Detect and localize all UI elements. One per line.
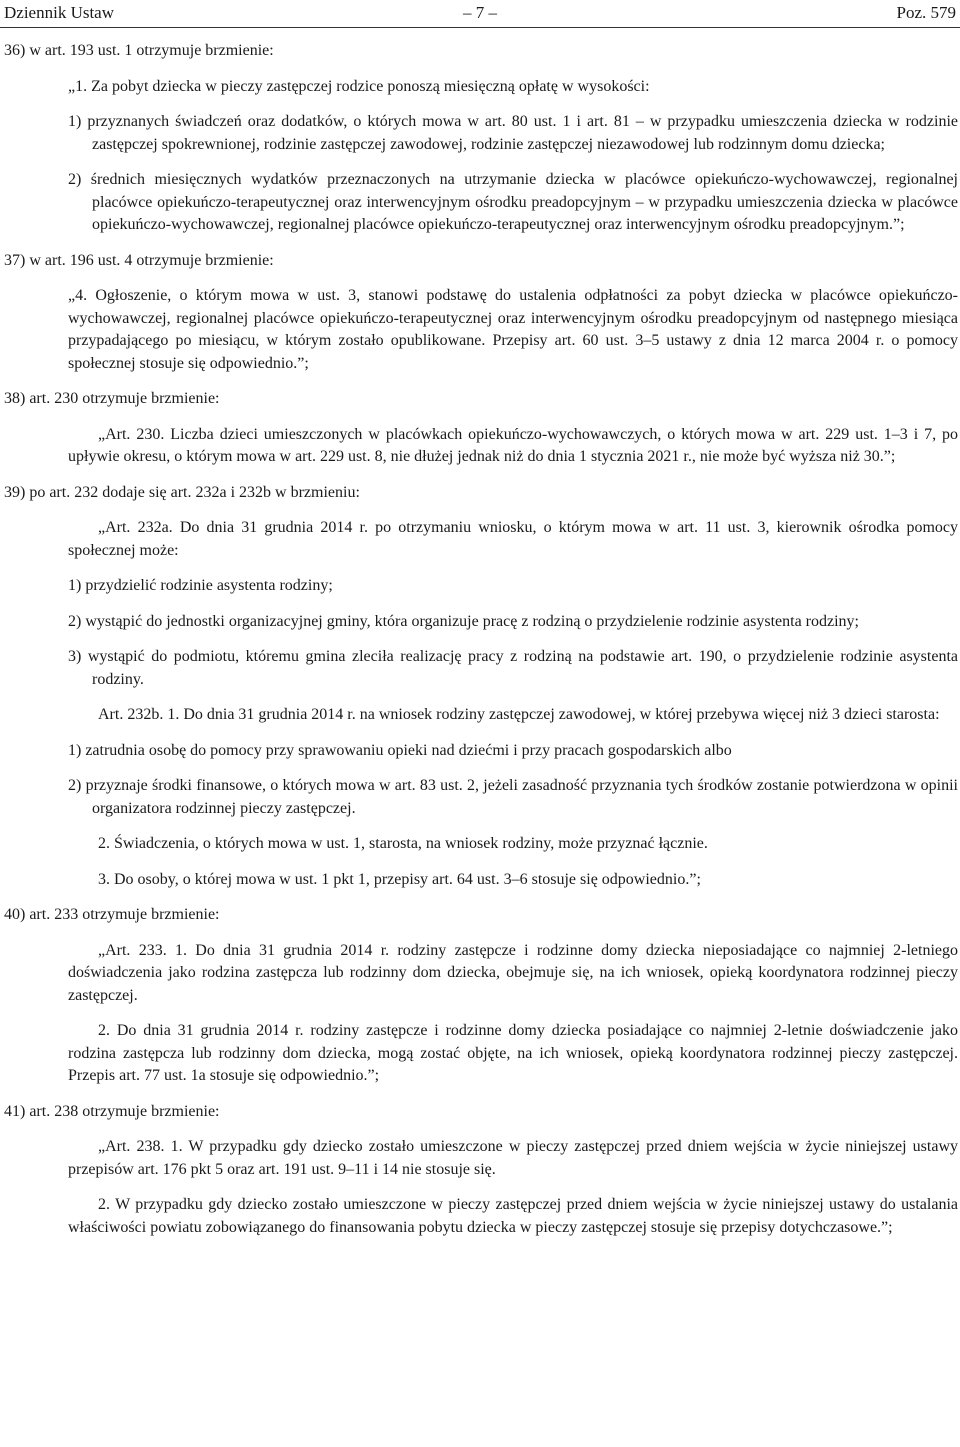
amendment-heading: 37) w art. 196 ust. 4 otrzymuje brzmienie: [4, 251, 274, 269]
article-paragraph: 2. W przypadku gdy dziecko zostało umieszczone w pieczy zastępczej przed dniem wejścia w życie niniejszej ustawy do ustalania właściwości powiatu zobowiązanego do finansowania pobytu dziecka w pieczy zastępczej stosuje się przepisy dotychczasowe.”; [68, 1196, 958, 1236]
list-item: 2) przyznaje środki finansowe, o których mowa w art. 83 ust. 2, jeżeli zasadność przyznania tych środków zostanie potwierdzona w opinii organizatora rodzinnej pieczy zastępczej. [68, 777, 958, 817]
list-item: 1) przyznanych świadczeń oraz dodatków, o których mowa w art. 80 ust. 1 i art. 81 – w przypadku umieszczenia dziecka w rodzinie zastępczej spokrewnionej, rodzinie zastępczej zawodowej, rodzinie zastępczej niezawodowej lub rodzinnym domu dziecka; [68, 113, 958, 153]
quoted-paragraph: „Art. 232a. Do dnia 31 grudnia 2014 r. po otrzymaniu wniosku, o którym mowa w art. 11 ust. 3, kierownik ośrodka pomocy społecznej może: [68, 519, 958, 559]
amendment-heading: 41) art. 238 otrzymuje brzmienie: [4, 1102, 220, 1120]
amendment-heading: 36) w art. 193 ust. 1 otrzymuje brzmienie: [4, 42, 274, 59]
list-item: 1) przydzielić rodzinie asystenta rodziny; [68, 577, 333, 594]
quoted-paragraph: „Art. 230. Liczba dzieci umieszczonych w placówkach opiekuńczo-wychowawczych, o których mowa w art. 229 ust. 1–3 i 7, po upływie okresu, o którym mowa w art. 229 ust. 8, nie dłużej jednak niż do dnia 1 stycznia 2021 r., nie może być wyższa niż 30.”; [68, 425, 958, 465]
amendment-heading: 39) po art. 232 dodaje się art. 232a i 232b w brzmieniu: [4, 483, 360, 501]
document-body [0, 40, 960, 1252]
list-item: 2) wystąpić do jednostki organizacyjnej gminy, która organizuje pracę z rodziną o przydzielenie rodzinie asystenta rodziny; [68, 612, 859, 630]
article-paragraph: 2. Do dnia 31 grudnia 2014 r. rodziny zastępcze i rodzinne domy dziecka posiadające co najmniej 2-letnie doświadczenie jako rodzina zastępcza lub rodzinny dom dziecka, mogą zostać objęte, na ich wniosek, opieką koordynatora rodzinnej pieczy zastępczej. Przepis art. 77 ust. 1a stosuje się odpowiednio.”; [68, 1022, 958, 1084]
quoted-paragraph: „4. Ogłoszenie, o którym mowa w ust. 3, stanowi podstawę do ustalenia odpłatności za pobyt dziecka w placówce opiekuńczo-wychowawczej, regionalnej placówce opiekuńczo-terapeutycznej oraz interwencyjnym ośrodku preadopcyjnym od następnego miesiąca przypadającego po miesiącu, w którym zostało opublikowane. Przepisy art. 60 ust. 3–5 ustawy z dnia 12 marca 2004 r. o pomocy społecznej stosuje się odpowiednio.”; [68, 287, 958, 372]
position-number: Poz. 579 [896, 3, 956, 22]
list-item: 3) wystąpić do podmiotu, któremu gmina zleciła realizację pracy z rodziną na podstawie art. 190, o przydzielenie rodzinie asystenta rodziny. [68, 648, 958, 688]
page-number: – 7 – [463, 3, 497, 22]
quoted-paragraph: „1. Za pobyt dziecka w pieczy zastępczej rodzice ponoszą miesięczną opłatę w wysokości: [68, 77, 650, 95]
header-rule [0, 27, 960, 28]
list-item: 1) zatrudnia osobę do pomocy przy sprawowaniu opieki nad dziećmi i przy pracach gospodarskich albo [68, 741, 732, 759]
list-item: 2) średnich miesięcznych wydatków przeznaczonych na utrzymanie dziecka w placówce opiekuńczo-wychowawczej, regionalnej placówce opiekuńczo-terapeutycznej oraz interwencyjnym ośrodku preadopcyjnym – w przypadku umieszczenia dziecka w placówce opiekuńczo-wychowawczej, regionalnej placówce opiekuńczo-terapeutycznej oraz interwencyjnym ośrodku preadopcyjnym.”; [68, 171, 958, 233]
journal-title: Dziennik Ustaw [4, 3, 115, 22]
page-header [0, 0, 960, 28]
quoted-paragraph: „Art. 238. 1. W przypadku gdy dziecko zostało umieszczone w pieczy zastępczej przed dniem wejścia w życie niniejszej ustawy przepisów art. 176 pkt 5 oraz art. 191 ust. 9–11 i 14 nie stosuje się. [68, 1138, 958, 1178]
article-paragraph: 3. Do osoby, o której mowa w ust. 1 pkt 1, przepisy art. 64 ust. 3–6 stosuje się odpowiednio.”; [98, 870, 701, 888]
amendment-heading: 40) art. 233 otrzymuje brzmienie: [4, 906, 220, 923]
article-paragraph: 2. Świadczenia, o których mowa w ust. 1, starosta, na wniosek rodziny, może przyznać łącznie. [98, 835, 708, 852]
amendment-heading: 38) art. 230 otrzymuje brzmienie: [4, 390, 220, 407]
article-paragraph: Art. 232b. 1. Do dnia 31 grudnia 2014 r. na wniosek rodziny zastępczej zawodowej, w której przebywa więcej niż 3 dzieci starosta: [98, 706, 940, 723]
quoted-paragraph: „Art. 233. 1. Do dnia 31 grudnia 2014 r. rodziny zastępcze i rodzinne domy dziecka nieposiadające co najmniej 2-letniego doświadczenia jako rodzina zastępcza lub rodzinny dom dziecka, obejmuje się, na ich wniosek, opieką koordynatora rodzinnej pieczy zastępczej. [68, 941, 958, 1004]
